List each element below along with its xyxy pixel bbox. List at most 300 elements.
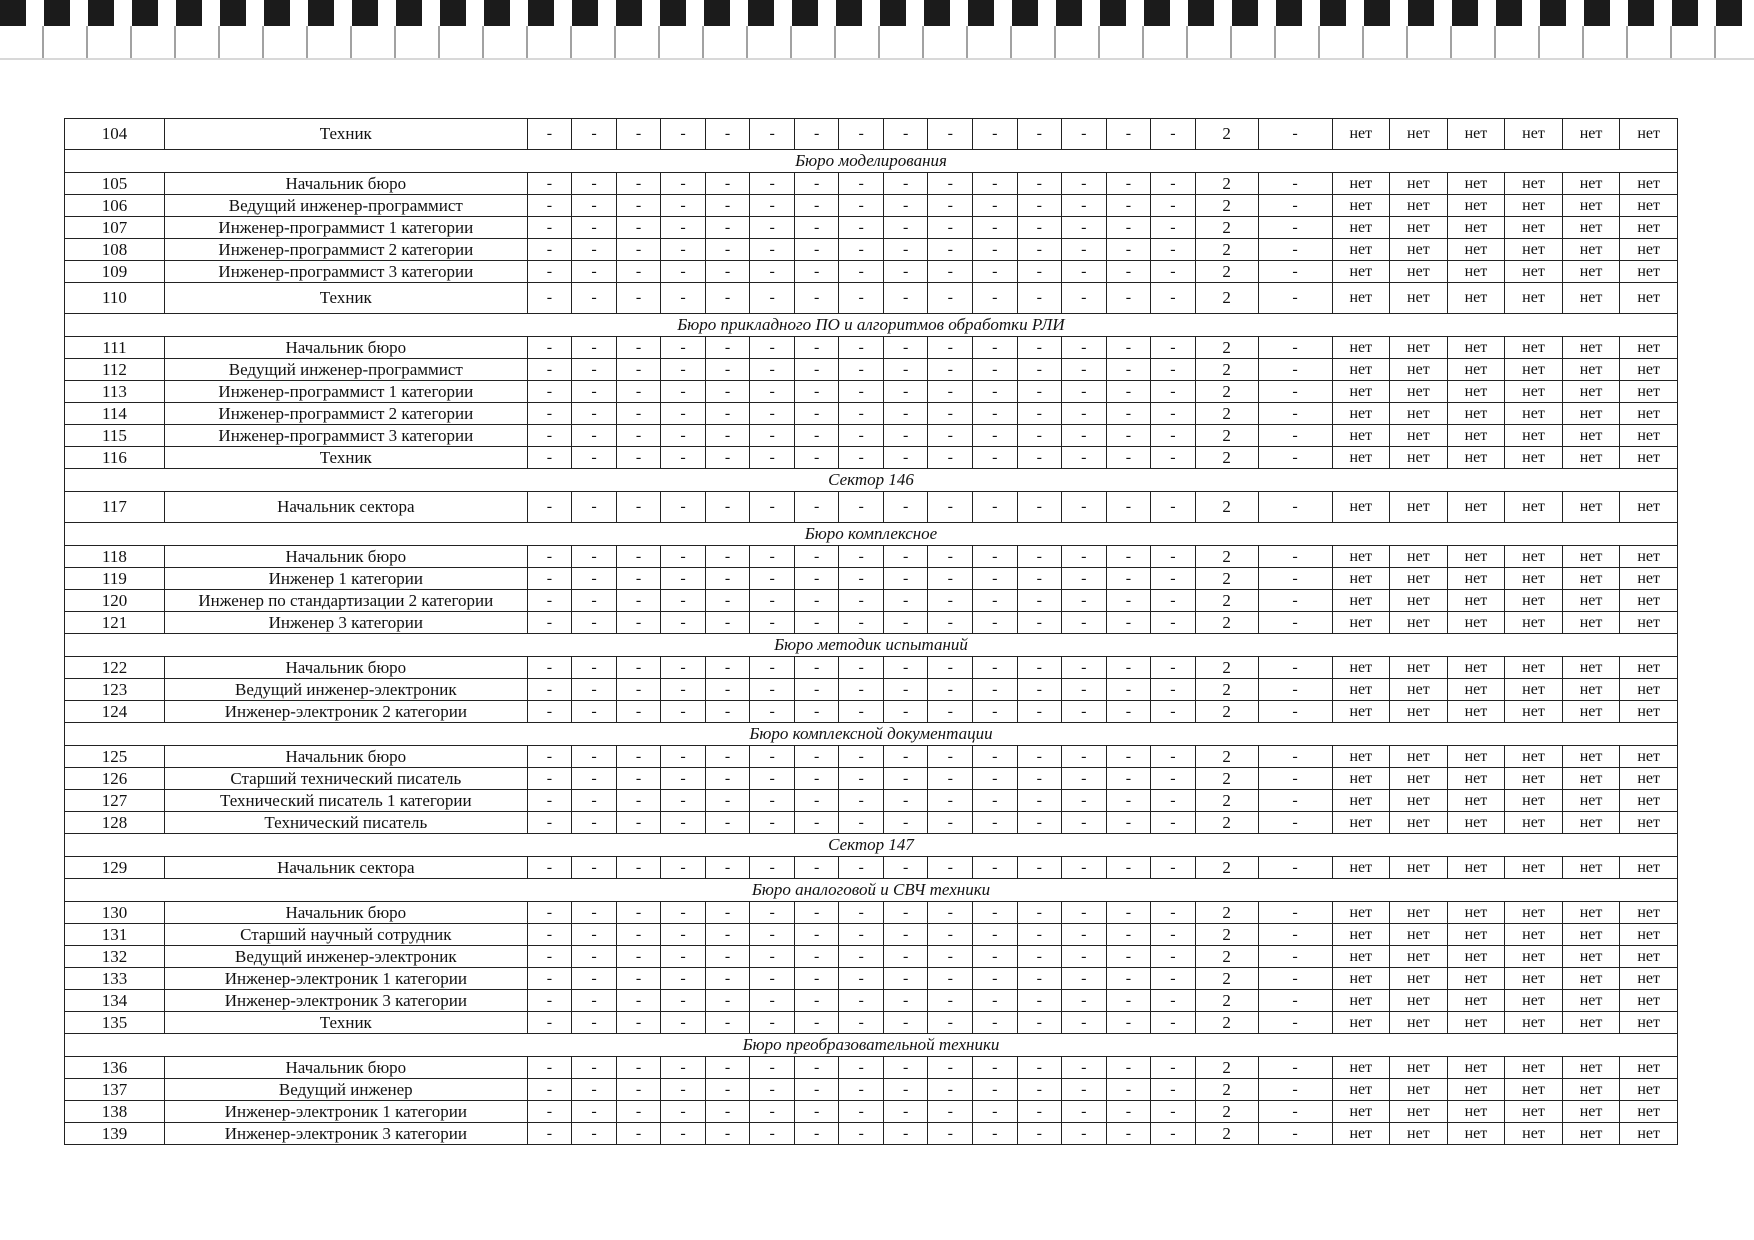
no-cell: нет bbox=[1620, 590, 1678, 612]
dash-cell: - bbox=[973, 261, 1018, 283]
row-number: 139 bbox=[65, 1123, 165, 1145]
row-number: 128 bbox=[65, 812, 165, 834]
class-value-cell: 2 bbox=[1195, 119, 1258, 150]
no-cell: нет bbox=[1505, 746, 1563, 768]
dash-cell: - bbox=[794, 492, 839, 523]
no-cell: нет bbox=[1562, 283, 1620, 314]
section-header-row bbox=[65, 1034, 1678, 1057]
no-cell: нет bbox=[1390, 447, 1448, 469]
dash-cell: - bbox=[973, 119, 1018, 150]
dash-cell: - bbox=[527, 283, 572, 314]
dash-cell: - bbox=[572, 990, 617, 1012]
dash-cell: - bbox=[1151, 968, 1196, 990]
no-cell: нет bbox=[1505, 812, 1563, 834]
dash-cell: - bbox=[1017, 657, 1062, 679]
dash-cell: - bbox=[839, 283, 884, 314]
dash-cell: - bbox=[1062, 657, 1107, 679]
dash-cell: - bbox=[928, 261, 973, 283]
dash-cell: - bbox=[1017, 590, 1062, 612]
dash-cell: - bbox=[705, 1123, 750, 1145]
dash-cell: - bbox=[1258, 447, 1332, 469]
dash-cell: - bbox=[527, 1057, 572, 1079]
dash-cell: - bbox=[616, 425, 661, 447]
dash-cell: - bbox=[1106, 701, 1151, 723]
no-cell: нет bbox=[1390, 679, 1448, 701]
dash-cell: - bbox=[794, 239, 839, 261]
dash-cell: - bbox=[750, 359, 795, 381]
no-cell: нет bbox=[1332, 447, 1390, 469]
dash-cell: - bbox=[750, 924, 795, 946]
dash-cell: - bbox=[839, 790, 884, 812]
dash-cell: - bbox=[616, 657, 661, 679]
no-cell: нет bbox=[1505, 1123, 1563, 1145]
dash-cell: - bbox=[928, 119, 973, 150]
row-number: 115 bbox=[65, 425, 165, 447]
dash-cell: - bbox=[527, 612, 572, 634]
dash-cell: - bbox=[527, 1079, 572, 1101]
dash-cell: - bbox=[973, 990, 1018, 1012]
dash-cell: - bbox=[1106, 990, 1151, 1012]
dash-cell: - bbox=[794, 701, 839, 723]
page-edge bbox=[0, 58, 1754, 60]
row-number: 125 bbox=[65, 746, 165, 768]
dash-cell: - bbox=[705, 403, 750, 425]
dash-cell: - bbox=[705, 173, 750, 195]
dash-cell: - bbox=[1062, 812, 1107, 834]
section-header-row bbox=[65, 723, 1678, 746]
dash-cell: - bbox=[572, 337, 617, 359]
dash-cell: - bbox=[616, 612, 661, 634]
dash-cell: - bbox=[1258, 924, 1332, 946]
dash-cell: - bbox=[572, 546, 617, 568]
class-value-cell: 2 bbox=[1195, 612, 1258, 634]
dash-cell: - bbox=[705, 283, 750, 314]
table-row bbox=[65, 657, 1678, 679]
dash-cell: - bbox=[1258, 381, 1332, 403]
dash-cell: - bbox=[1258, 359, 1332, 381]
no-cell: нет bbox=[1562, 679, 1620, 701]
dash-cell: - bbox=[616, 679, 661, 701]
dash-cell: - bbox=[794, 261, 839, 283]
dash-cell: - bbox=[705, 924, 750, 946]
no-cell: нет bbox=[1620, 768, 1678, 790]
dash-cell: - bbox=[572, 1057, 617, 1079]
dash-cell: - bbox=[527, 1123, 572, 1145]
dash-cell: - bbox=[1062, 568, 1107, 590]
section-title: Сектор 146 bbox=[65, 469, 1678, 492]
class-value-cell: 2 bbox=[1195, 857, 1258, 879]
dash-cell: - bbox=[973, 173, 1018, 195]
dash-cell: - bbox=[1258, 173, 1332, 195]
table-row bbox=[65, 924, 1678, 946]
dash-cell: - bbox=[1151, 1012, 1196, 1034]
dash-cell: - bbox=[1017, 768, 1062, 790]
dash-cell: - bbox=[750, 239, 795, 261]
position-title: Инженер-электроник 3 категории bbox=[164, 1123, 527, 1145]
no-cell: нет bbox=[1562, 968, 1620, 990]
no-cell: нет bbox=[1332, 679, 1390, 701]
dash-cell: - bbox=[839, 546, 884, 568]
no-cell: нет bbox=[1505, 337, 1563, 359]
dash-cell: - bbox=[1258, 679, 1332, 701]
dash-cell: - bbox=[1106, 746, 1151, 768]
dash-cell: - bbox=[973, 1079, 1018, 1101]
dash-cell: - bbox=[1106, 612, 1151, 634]
section-title: Бюро комплексное bbox=[65, 523, 1678, 546]
no-cell: нет bbox=[1562, 173, 1620, 195]
no-cell: нет bbox=[1562, 924, 1620, 946]
dash-cell: - bbox=[616, 546, 661, 568]
dash-cell: - bbox=[794, 381, 839, 403]
class-value-cell: 2 bbox=[1195, 746, 1258, 768]
dash-cell: - bbox=[1258, 790, 1332, 812]
dash-cell: - bbox=[883, 1057, 928, 1079]
dash-cell: - bbox=[794, 657, 839, 679]
position-title: Старший технический писатель bbox=[164, 768, 527, 790]
dash-cell: - bbox=[839, 337, 884, 359]
no-cell: нет bbox=[1620, 239, 1678, 261]
position-title: Инженер-программист 1 категории bbox=[164, 217, 527, 239]
dash-cell: - bbox=[1017, 546, 1062, 568]
dash-cell: - bbox=[794, 946, 839, 968]
no-cell: нет bbox=[1562, 119, 1620, 150]
dash-cell: - bbox=[661, 195, 706, 217]
no-cell: нет bbox=[1562, 261, 1620, 283]
dash-cell: - bbox=[527, 381, 572, 403]
dash-cell: - bbox=[794, 790, 839, 812]
dash-cell: - bbox=[705, 590, 750, 612]
position-title: Инженер-программист 3 категории bbox=[164, 261, 527, 283]
no-cell: нет bbox=[1620, 657, 1678, 679]
dash-cell: - bbox=[1151, 546, 1196, 568]
no-cell: нет bbox=[1390, 590, 1448, 612]
dash-cell: - bbox=[1258, 1079, 1332, 1101]
dash-cell: - bbox=[750, 768, 795, 790]
dash-cell: - bbox=[928, 381, 973, 403]
dash-cell: - bbox=[616, 1079, 661, 1101]
dash-cell: - bbox=[572, 195, 617, 217]
dash-cell: - bbox=[572, 1123, 617, 1145]
dash-cell: - bbox=[616, 119, 661, 150]
position-title: Инженер по стандартизации 2 категории bbox=[164, 590, 527, 612]
row-number: 121 bbox=[65, 612, 165, 634]
dash-cell: - bbox=[661, 119, 706, 150]
dash-cell: - bbox=[616, 447, 661, 469]
no-cell: нет bbox=[1390, 381, 1448, 403]
dash-cell: - bbox=[1017, 337, 1062, 359]
dash-cell: - bbox=[839, 425, 884, 447]
dash-cell: - bbox=[1151, 790, 1196, 812]
table-row bbox=[65, 359, 1678, 381]
no-cell: нет bbox=[1447, 195, 1505, 217]
no-cell: нет bbox=[1332, 239, 1390, 261]
dash-cell: - bbox=[794, 403, 839, 425]
dash-cell: - bbox=[1258, 1101, 1332, 1123]
class-value-cell: 2 bbox=[1195, 1123, 1258, 1145]
row-number: 135 bbox=[65, 1012, 165, 1034]
dash-cell: - bbox=[616, 1123, 661, 1145]
dash-cell: - bbox=[705, 568, 750, 590]
no-cell: нет bbox=[1505, 425, 1563, 447]
dash-cell: - bbox=[572, 239, 617, 261]
dash-cell: - bbox=[616, 968, 661, 990]
dash-cell: - bbox=[883, 546, 928, 568]
no-cell: нет bbox=[1620, 1012, 1678, 1034]
class-value-cell: 2 bbox=[1195, 492, 1258, 523]
dash-cell: - bbox=[1258, 217, 1332, 239]
no-cell: нет bbox=[1620, 546, 1678, 568]
no-cell: нет bbox=[1332, 968, 1390, 990]
section-header-row bbox=[65, 523, 1678, 546]
row-number: 138 bbox=[65, 1101, 165, 1123]
dash-cell: - bbox=[794, 425, 839, 447]
dash-cell: - bbox=[661, 790, 706, 812]
dash-cell: - bbox=[616, 261, 661, 283]
dash-cell: - bbox=[794, 173, 839, 195]
row-number: 116 bbox=[65, 447, 165, 469]
dash-cell: - bbox=[1106, 1012, 1151, 1034]
dash-cell: - bbox=[527, 657, 572, 679]
position-title: Начальник бюро bbox=[164, 173, 527, 195]
no-cell: нет bbox=[1447, 946, 1505, 968]
no-cell: нет bbox=[1447, 1101, 1505, 1123]
no-cell: нет bbox=[1505, 381, 1563, 403]
table-row bbox=[65, 1079, 1678, 1101]
no-cell: нет bbox=[1505, 1079, 1563, 1101]
table-row bbox=[65, 990, 1678, 1012]
dash-cell: - bbox=[572, 657, 617, 679]
table-row bbox=[65, 173, 1678, 195]
dash-cell: - bbox=[928, 546, 973, 568]
dash-cell: - bbox=[1017, 746, 1062, 768]
dash-cell: - bbox=[527, 546, 572, 568]
dash-cell: - bbox=[1062, 425, 1107, 447]
no-cell: нет bbox=[1332, 425, 1390, 447]
dash-cell: - bbox=[616, 1012, 661, 1034]
dash-cell: - bbox=[973, 857, 1018, 879]
position-title: Начальник бюро bbox=[164, 337, 527, 359]
dash-cell: - bbox=[928, 337, 973, 359]
class-value-cell: 2 bbox=[1195, 239, 1258, 261]
class-value-cell: 2 bbox=[1195, 425, 1258, 447]
row-number: 111 bbox=[65, 337, 165, 359]
no-cell: нет bbox=[1505, 612, 1563, 634]
dash-cell: - bbox=[616, 590, 661, 612]
no-cell: нет bbox=[1447, 1079, 1505, 1101]
dash-cell: - bbox=[616, 1101, 661, 1123]
section-header-row bbox=[65, 634, 1678, 657]
dash-cell: - bbox=[1151, 902, 1196, 924]
dash-cell: - bbox=[1258, 195, 1332, 217]
dash-cell: - bbox=[750, 812, 795, 834]
no-cell: нет bbox=[1332, 612, 1390, 634]
position-title: Инженер-программист 2 категории bbox=[164, 239, 527, 261]
no-cell: нет bbox=[1505, 261, 1563, 283]
dash-cell: - bbox=[883, 568, 928, 590]
no-cell: нет bbox=[1390, 119, 1448, 150]
dash-cell: - bbox=[839, 1101, 884, 1123]
position-title: Инженер-программист 1 категории bbox=[164, 381, 527, 403]
table-row bbox=[65, 1123, 1678, 1145]
dash-cell: - bbox=[1258, 746, 1332, 768]
no-cell: нет bbox=[1505, 701, 1563, 723]
dash-cell: - bbox=[750, 1057, 795, 1079]
dash-cell: - bbox=[616, 337, 661, 359]
dash-cell: - bbox=[1151, 283, 1196, 314]
row-number: 120 bbox=[65, 590, 165, 612]
row-number: 127 bbox=[65, 790, 165, 812]
dash-cell: - bbox=[661, 217, 706, 239]
dash-cell: - bbox=[1258, 239, 1332, 261]
dash-cell: - bbox=[1062, 261, 1107, 283]
no-cell: нет bbox=[1332, 812, 1390, 834]
no-cell: нет bbox=[1505, 173, 1563, 195]
dash-cell: - bbox=[1062, 1101, 1107, 1123]
no-cell: нет bbox=[1447, 857, 1505, 879]
no-cell: нет bbox=[1562, 990, 1620, 1012]
no-cell: нет bbox=[1390, 857, 1448, 879]
dash-cell: - bbox=[616, 902, 661, 924]
no-cell: нет bbox=[1562, 1101, 1620, 1123]
no-cell: нет bbox=[1390, 612, 1448, 634]
dash-cell: - bbox=[928, 425, 973, 447]
dash-cell: - bbox=[794, 546, 839, 568]
dash-cell: - bbox=[572, 590, 617, 612]
no-cell: нет bbox=[1447, 790, 1505, 812]
class-value-cell: 2 bbox=[1195, 283, 1258, 314]
class-value-cell: 2 bbox=[1195, 381, 1258, 403]
table-row bbox=[65, 1101, 1678, 1123]
table-row bbox=[65, 902, 1678, 924]
dash-cell: - bbox=[928, 657, 973, 679]
dash-cell: - bbox=[572, 217, 617, 239]
dash-cell: - bbox=[527, 590, 572, 612]
table-row bbox=[65, 337, 1678, 359]
no-cell: нет bbox=[1562, 1123, 1620, 1145]
no-cell: нет bbox=[1332, 946, 1390, 968]
row-number: 113 bbox=[65, 381, 165, 403]
dash-cell: - bbox=[794, 768, 839, 790]
table-row bbox=[65, 568, 1678, 590]
dash-cell: - bbox=[1106, 447, 1151, 469]
no-cell: нет bbox=[1447, 679, 1505, 701]
dash-cell: - bbox=[928, 1057, 973, 1079]
dash-cell: - bbox=[928, 1012, 973, 1034]
no-cell: нет bbox=[1332, 1079, 1390, 1101]
table-row bbox=[65, 119, 1678, 150]
no-cell: нет bbox=[1390, 239, 1448, 261]
no-cell: нет bbox=[1447, 768, 1505, 790]
dash-cell: - bbox=[705, 1079, 750, 1101]
dash-cell: - bbox=[1106, 337, 1151, 359]
no-cell: нет bbox=[1562, 657, 1620, 679]
no-cell: нет bbox=[1505, 990, 1563, 1012]
dash-cell: - bbox=[973, 1101, 1018, 1123]
dash-cell: - bbox=[616, 746, 661, 768]
dash-cell: - bbox=[661, 568, 706, 590]
dash-cell: - bbox=[527, 447, 572, 469]
dash-cell: - bbox=[928, 359, 973, 381]
dash-cell: - bbox=[750, 746, 795, 768]
dash-cell: - bbox=[794, 1123, 839, 1145]
dash-cell: - bbox=[527, 195, 572, 217]
section-title: Бюро прикладного ПО и алгоритмов обработки РЛИ bbox=[65, 314, 1678, 337]
dash-cell: - bbox=[705, 746, 750, 768]
dash-cell: - bbox=[973, 403, 1018, 425]
no-cell: нет bbox=[1562, 195, 1620, 217]
no-cell: нет bbox=[1562, 746, 1620, 768]
dash-cell: - bbox=[1151, 924, 1196, 946]
section-title: Бюро моделирования bbox=[65, 150, 1678, 173]
table-row bbox=[65, 612, 1678, 634]
dash-cell: - bbox=[1062, 492, 1107, 523]
dash-cell: - bbox=[705, 1012, 750, 1034]
position-title: Техник bbox=[164, 119, 527, 150]
dash-cell: - bbox=[1151, 239, 1196, 261]
dash-cell: - bbox=[883, 492, 928, 523]
position-title: Технический писатель 1 категории bbox=[164, 790, 527, 812]
row-number: 130 bbox=[65, 902, 165, 924]
dash-cell: - bbox=[928, 812, 973, 834]
no-cell: нет bbox=[1620, 425, 1678, 447]
class-value-cell: 2 bbox=[1195, 568, 1258, 590]
dash-cell: - bbox=[1106, 381, 1151, 403]
dash-cell: - bbox=[1062, 239, 1107, 261]
dash-cell: - bbox=[1017, 119, 1062, 150]
dash-cell: - bbox=[1062, 679, 1107, 701]
no-cell: нет bbox=[1505, 492, 1563, 523]
no-cell: нет bbox=[1390, 1057, 1448, 1079]
dash-cell: - bbox=[750, 425, 795, 447]
section-title: Сектор 147 bbox=[65, 834, 1678, 857]
dash-cell: - bbox=[928, 612, 973, 634]
dash-cell: - bbox=[883, 790, 928, 812]
dash-cell: - bbox=[839, 990, 884, 1012]
no-cell: нет bbox=[1332, 590, 1390, 612]
dash-cell: - bbox=[1106, 492, 1151, 523]
dash-cell: - bbox=[1106, 1057, 1151, 1079]
dash-cell: - bbox=[661, 425, 706, 447]
dash-cell: - bbox=[839, 1079, 884, 1101]
no-cell: нет bbox=[1447, 546, 1505, 568]
position-title: Ведущий инженер-программист bbox=[164, 195, 527, 217]
no-cell: нет bbox=[1447, 1057, 1505, 1079]
dash-cell: - bbox=[750, 857, 795, 879]
dash-cell: - bbox=[794, 990, 839, 1012]
position-title: Инженер-программист 2 категории bbox=[164, 403, 527, 425]
dash-cell: - bbox=[839, 590, 884, 612]
no-cell: нет bbox=[1620, 403, 1678, 425]
table-row bbox=[65, 381, 1678, 403]
dash-cell: - bbox=[928, 924, 973, 946]
dash-cell: - bbox=[1062, 990, 1107, 1012]
no-cell: нет bbox=[1447, 403, 1505, 425]
dash-cell: - bbox=[839, 1057, 884, 1079]
dash-cell: - bbox=[1258, 546, 1332, 568]
no-cell: нет bbox=[1620, 1079, 1678, 1101]
dash-cell: - bbox=[1258, 261, 1332, 283]
no-cell: нет bbox=[1620, 173, 1678, 195]
dash-cell: - bbox=[1062, 1123, 1107, 1145]
no-cell: нет bbox=[1447, 425, 1505, 447]
position-title: Инженер-программист 3 категории bbox=[164, 425, 527, 447]
dash-cell: - bbox=[1017, 239, 1062, 261]
dash-cell: - bbox=[616, 1057, 661, 1079]
dash-cell: - bbox=[883, 195, 928, 217]
dash-cell: - bbox=[705, 701, 750, 723]
dash-cell: - bbox=[1106, 812, 1151, 834]
dash-cell: - bbox=[1258, 946, 1332, 968]
